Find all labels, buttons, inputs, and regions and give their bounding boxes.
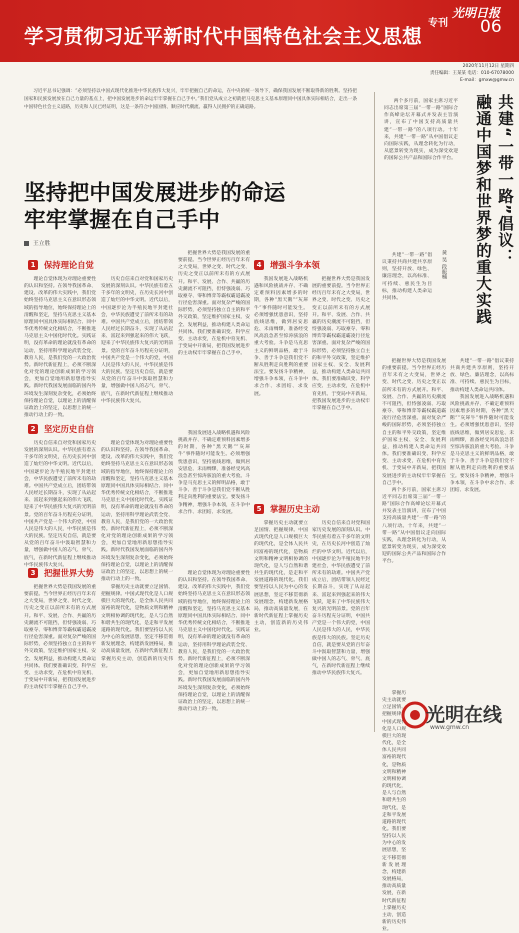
intro-text: 习近平总书记强调：“必须坚持以中国式现代化推进中华民族伟大复兴，牢牢把握自己的命运，在中央的统一领导下，确保我国发展不断取得新的胜利。坚持把国家和民族发展放在自己力量的基点上，把中国发展进步的命运牢牢掌握在自己手中。”我们党从成立之初就把马克思主义基本原理同中国具体实际相结合，走出一条中国特色社会主义道路，历史和人民已经证明，这是一条符合中国国情、顺应时代潮流、赢得人民拥护的正确道路。 <box>24 89 357 111</box>
body-column-3b <box>101 584 173 730</box>
body-paragraph: 把握世界大势是我国发展的重要前提。当今世界正经历百年未有之大变局，世界之变、时代之变、历史之变正以前所未有的方式展开。和平、发展、合作、共赢的历史潮流不可阻挡，但恃强凌弱、巧取豪夺、零和博弈等霸权霸道霸凌行径危害深重。面对复杂严峻的国际形势，必须坚持独立自主的和平外交政策，坚定维护国家主权、安全、发展利益，推动构建人类命运共同体。我们要准确识变、科学应变、主动求变，在危机中育先机、于变局中开新局，把我国发展进步的主动权牢牢掌握在自己手中。 <box>178 251 250 357</box>
body-paragraph: 历史自信来自对党和国家历史发展的深刻认识。中华民族有着五千多年的文明史，在历史长河中创造了灿烂的中华文明。近代以后，中国逐步沦为半殖民地半封建社会，中华民族遭受了前所未有的劫难。中国共产党成立后，团结带领人民经过长期奋斗，实现了从站起来、富起来到强起来的伟大飞跃，迎来了中华民族伟大复兴的光明前景。党的百年奋斗历程充分证明，中国共产党是一个伟大的党，中国人民是伟大的人民，中华民族是伟大的民族。坚定历史自信，就是要从党的百年奋斗中汲取智慧和力量，增强做中国人的志气、骨气、底气，在新时代新征程上继续推动中华民族伟大复兴。 <box>24 441 96 568</box>
body-column-5a <box>254 520 308 730</box>
right-article-title <box>462 94 516 356</box>
right-article-intro <box>382 252 432 352</box>
section-number: 5 <box>254 504 264 514</box>
section-heading-4 <box>254 258 320 272</box>
body-paragraph: 我国发展进入战略机遇和风险挑战并存、不确定难预料因素增多的时期，各种“黑天鹅”“灰犀牛”事件随时可能发生。必须增强忧患意识，坚持底线思维，做到居安思危、未雨绸缪，准备经受风高浪急甚至惊涛骇浪的重大考验。斗争是马克思主义的鲜明品格，敢于斗争、善于斗争是我们党不断从胜利走向胜利的重要法宝。要发扬斗争精神，增强斗争本领，在斗争中求合作、求团结、求发展。 <box>254 277 308 397</box>
body-column-3a <box>24 584 96 730</box>
gmw-logo-url: www.gmw.cn <box>430 724 470 731</box>
section-title: 保持理论自觉 <box>44 260 94 270</box>
section-number: 2 <box>28 424 38 434</box>
body-paragraph: 历史自信来自对党和国家历史发展的深刻认识。中华民族有着五千多年的文明史，在历史长河中创造了灿烂的中华文明。近代以后，中国逐步沦为半殖民地半封建社会，中华民族遭受了前所未有的劫难。中国共产党成立后，团结带领人民经过长期奋斗，实现了从站起来、富起来到强起来的伟大飞跃，迎来了中华民族伟大复兴的光明前景。党的百年奋斗历程充分证明，中国共产党是一个伟大的党，中国人民是伟大的人民，中华民族是伟大的民族。坚定历史自信，就是要从党的百年奋斗中汲取智慧和力量，增强做中国人的志气、骨气、底气，在新时代新征程上继续推动中华民族伟大复兴。 <box>312 521 370 677</box>
body-paragraph: 理论自觉体现为对理论重要性的认识和坚持。在领导我国革命、建设、改革的伟大实践中，我们党始终坚持马克思主义在意识形态领域的指导地位，始终保持理论上的清醒和坚定，坚持马克思主义基本原理同中国具体实际相结合、同中华优秀传统文化相结合，不断推进马克思主义中国化时代化。实践证明，没有革命的理论就没有革命的运动，坚持用科学理论武装全党、教育人民，是我们党的一大政治优势。新时代新征程上，必须不断深化对党的理论创新成果的学习领会，更加自觉地用新思想指导实践。新时代我国发展面临的国内外环境发生深刻复杂变化，必须始终保持理论自觉，以理论上的清醒保证政治上的坚定，以思想上的统一推动行动上的一致。 <box>101 441 173 582</box>
special-issue-tag: 专刊 <box>428 18 448 29</box>
section-title: 把握世界大势 <box>44 568 94 578</box>
section-heading-1 <box>28 258 94 272</box>
section-title: 增强斗争本领 <box>270 260 320 270</box>
right-column-b <box>450 358 514 688</box>
body-paragraph: 掌握历史主动就要立足国情、把握规律。中国式现代化是人口规模巨大的现代化，是全体人民共同富裕的现代化，是物质文明和精神文明相协调的现代化，是人与自然和谐共生的现代化，是走和平发展道路的现代化。我们要坚持以人民为中心的发展思想，坚定不移贯彻新发展理念，构建新发展格局，推动高质量发展，在新时代新征程上掌握历史主动，创造新的历史伟业。 <box>101 585 173 669</box>
section-title: 掌握历史主动 <box>270 504 320 514</box>
column-divider <box>374 92 375 732</box>
body-paragraph: 我国发展进入战略机遇和风险挑战并存、不确定难预料因素增多的时期，各种“黑天鹅”“灰犀牛”事件随时可能发生。必须增强忧患意识，坚持底线思维，做到居安思危、未雨绸缪，准备经受风高浪急甚至惊涛骇浪的重大考验。斗争是马克思主义的鲜明品格，敢于斗争、善于斗争是我们党不断从胜利走向胜利的重要法宝。要发扬斗争精神，增强斗争本领，在斗争中求合作、求团结、求发展。 <box>450 394 514 493</box>
pub-date: 2020年11月12日 星期四 <box>462 64 514 69</box>
gmw-logo <box>400 692 519 737</box>
article-headline <box>24 180 364 234</box>
section-heading-2 <box>28 422 94 436</box>
body-column-2a <box>24 440 96 568</box>
body-column-2b <box>101 440 173 582</box>
section-heading-5 <box>254 502 320 516</box>
masthead-title: 学习贯彻习近平新时代中国特色社会主义思想 <box>24 25 423 48</box>
body-column-4b <box>312 276 370 496</box>
body-paragraph: 把握世界大势是我国发展的重要前提。当今世界正经历百年未有之大变局，世界之变、时代之变、历史之变正以前所未有的方式展开。和平、发展、合作、共赢的历史潮流不可阻挡，但恃强凌弱、巧取豪夺、零和博弈等霸权霸道霸凌行径危害深重。面对复杂严峻的国际形势，必须坚持独立自主的和平外交政策，坚定维护国家主权、安全、发展利益，推动构建人类命运共同体。我们要准确识变、科学应变、主动求变，在危机中育先机、于变局中开新局，把我国发展进步的主动权牢牢掌握在自己手中。 <box>312 277 370 411</box>
section-number: 4 <box>254 260 264 270</box>
right-column-a <box>382 358 446 688</box>
body-column-2c <box>178 430 250 560</box>
pub-email: E-mail：gmxw@gmw.cn <box>460 77 514 83</box>
section-number: 3 <box>28 568 38 578</box>
body-paragraph: 两个多月前，国家主席习近平同志出席第三届“一带一路”国际合作高峰论坛开幕式并发表主旨演讲，宣布了中国支持高质量共建“一带一路”的八项行动。十年来，共建“一带一路”从中国倡议走向国际实践，从理念转化为行动，从愿景转变为现实，成为深受欢迎的国际公共产品和国际合作平台。 <box>382 487 446 565</box>
right-article-byline: 黄 昊 段振楠 <box>441 250 447 280</box>
body-paragraph: 理论自觉体现为对理论重要性的认识和坚持。在领导我国革命、建设、改革的伟大实践中，我们党始终坚持马克思主义在意识形态领域的指导地位，始终保持理论上的清醒和坚定，坚持马克思主义基本原理同中国具体实际相结合、同中华优秀传统文化相结合，不断推进马克思主义中国化时代化。实践证明，没有革命的理论就没有革命的运动，坚持用科学理论武装全党、教育人民，是我们党的一大政治优势。新时代新征程上，必须不断深化对党的理论创新成果的学习领会，更加自觉地用新思想指导实践。新时代我国发展面临的国内外环境发生深刻复杂变化，必须始终保持理论自觉，以理论上的清醒保证政治上的坚定，以思想上的统一推动行动上的一致。 <box>178 571 250 712</box>
body-paragraph: 掌握历史主动就要立足国情、把握规律。中国式现代化是人口规模巨大的现代化，是全体人民共同富裕的现代化，是物质文明和精神文明相协调的现代化，是人与自然和谐共生的现代化，是走和平发展道路的现代化。我们要坚持以人民为中心的发展思想，坚定不移贯彻新发展理念，构建新发展格局，推动高质量发展，在新时代新征程上掌握历史主动，创造新的历史伟业。 <box>382 691 406 933</box>
right-title-line-2: 融通中国梦和世界梦的重大实践 <box>474 94 492 325</box>
body-column-4a <box>254 276 308 496</box>
page-number: 06 <box>480 17 502 37</box>
intro-summary <box>24 88 357 160</box>
article-byline <box>24 238 50 247</box>
author-name: 王立胜 <box>33 241 51 247</box>
right-title-line-1: 共建“一带一路”倡议： <box>496 94 514 265</box>
body-paragraph: 共建“一带一路”倡议秉持共商共建共享原则，坚持开放、绿色、廉洁理念，以高标准、可持续、惠民生为目标，推动构建人类命运共同体。 <box>450 359 514 393</box>
masthead-banner <box>0 0 519 62</box>
body-paragraph: 历史自信来自对党和国家历史发展的深刻认识。中华民族有着五千多年的文明史，在历史长河中创造了灿烂的中华文明。近代以后，中国逐步沦为半殖民地半封建社会，中华民族遭受了前所未有的劫难。中国共产党成立后，团结带领人民经过长期奋斗，实现了从站起来、富起来到强起来的伟大飞跃，迎来了中华民族伟大复兴的光明前景。党的百年奋斗历程充分证明，中国共产党是一个伟大的党，中国人民是伟大的人民，中华民族是伟大的民族。坚定历史自信，就是要从党的百年奋斗中汲取智慧和力量，增强做中国人的志气、骨气、底气，在新时代新征程上继续推动中华民族伟大复兴。 <box>101 277 173 404</box>
body-column-5b <box>312 520 370 730</box>
pub-editor: 责任编辑：王某某 电话：010-67078000 <box>429 70 514 76</box>
body-column-1c <box>178 250 250 422</box>
body-paragraph: 掌握历史主动就要立足国情、把握规律。中国式现代化是人口规模巨大的现代化，是全体人民共同富裕的现代化，是物质文明和精神文明相协调的现代化，是人与自然和谐共生的现代化，是走和平发展道路的现代化。我们要坚持以人民为中心的发展思想，坚定不移贯彻新发展理念，构建新发展格局，推动高质量发展，在新时代新征程上掌握历史主动，创造新的历史伟业。 <box>254 521 308 634</box>
right-article-lead <box>384 98 458 248</box>
gmw-logo-text: 光明在线 <box>426 704 503 726</box>
headline-line-2: 牢牢掌握在自己手中 <box>24 208 221 233</box>
body-paragraph: 把握世界大势是我国发展的重要前提。当今世界正经历百年未有之大变局，世界之变、时代之变、历史之变正以前所未有的方式展开。和平、发展、合作、共赢的历史潮流不可阻挡，但恃强凌弱、巧取豪夺、零和博弈等霸权霸道霸凌行径危害深重。面对复杂严峻的国际形势，必须坚持独立自主的和平外交政策，坚定维护国家主权、安全、发展利益，推动构建人类命运共同体。我们要准确识变、科学应变、主动求变，在危机中育先机、于变局中开新局，把我国发展进步的主动权牢牢掌握在自己手中。 <box>24 585 96 691</box>
section-title: 坚定历史自信 <box>44 424 94 434</box>
body-column-1b <box>101 276 173 416</box>
body-paragraph: 把握世界大势是我国发展的重要前提。当今世界正经历百年未有之大变局，世界之变、时代之变、历史之变正以前所未有的方式展开。和平、发展、合作、共赢的历史潮流不可阻挡，但恃强凌弱、巧取豪夺、零和博弈等霸权霸道霸凌行径危害深重。面对复杂严峻的国际形势，必须坚持独立自主的和平外交政策，坚定维护国家主权、安全、发展利益，推动构建人类命运共同体。我们要准确识变、科学应变、主动求变，在危机中育先机、于变局中开新局，把我国发展进步的主动权牢牢掌握在自己手中。 <box>382 359 446 486</box>
body-column-1a <box>24 276 96 416</box>
publication-info <box>398 64 514 84</box>
body-column-3c <box>178 570 250 730</box>
body-paragraph: 我国发展进入战略机遇和风险挑战并存、不确定难预料因素增多的时期，各种“黑天鹅”“灰犀牛”事件随时可能发生。必须增强忧患意识，坚持底线思维，做到居安思危、未雨绸缪，准备经受风高浪急甚至惊涛骇浪的重大考验。斗争是马克思主义的鲜明品格，敢于斗争、善于斗争是我们党不断从胜利走向胜利的重要法宝。要发扬斗争精神，增强斗争本领，在斗争中求合作、求团结、求发展。 <box>178 431 250 515</box>
byline-marker-icon <box>24 241 29 246</box>
section-number: 1 <box>28 260 38 270</box>
paper-logo: 光明日报 <box>452 6 501 20</box>
body-paragraph: 理论自觉体现为对理论重要性的认识和坚持。在领导我国革命、建设、改革的伟大实践中，我们党始终坚持马克思主义在意识形态领域的指导地位，始终保持理论上的清醒和坚定，坚持马克思主义基本原理同中国具体实际相结合、同中华优秀传统文化相结合，不断推进马克思主义中国化时代化。实践证明，没有革命的理论就没有革命的运动，坚持用科学理论武装全党、教育人民，是我们党的一大政治优势。新时代新征程上，必须不断深化对党的理论创新成果的学习领会，更加自觉地用新思想指导实践。新时代我国发展面临的国内外环境发生深刻复杂变化，必须始终保持理论自觉，以理论上的清醒保证政治上的坚定，以思想上的统一推动行动上的一致。 <box>24 277 96 418</box>
headline-line-1: 坚持把中国发展进步的命运 <box>24 181 286 206</box>
body-paragraph: 共建“一带一路”倡议秉持共商共建共享原则，坚持开放、绿色、廉洁理念，以高标准、可持续、惠民生为目标，推动构建人类命运共同体。 <box>382 253 432 301</box>
body-paragraph: 两个多月前，国家主席习近平同志出席第三届“一带一路”国际合作高峰论坛开幕式并发表主旨演讲，宣布了中国支持高质量共建“一带一路”的八项行动。十年来，共建“一带一路”从中国倡议走向国际实践，从理念转化为行动，从愿景转变为现实，成为深受欢迎的国际公共产品和国际合作平台。 <box>384 99 458 162</box>
